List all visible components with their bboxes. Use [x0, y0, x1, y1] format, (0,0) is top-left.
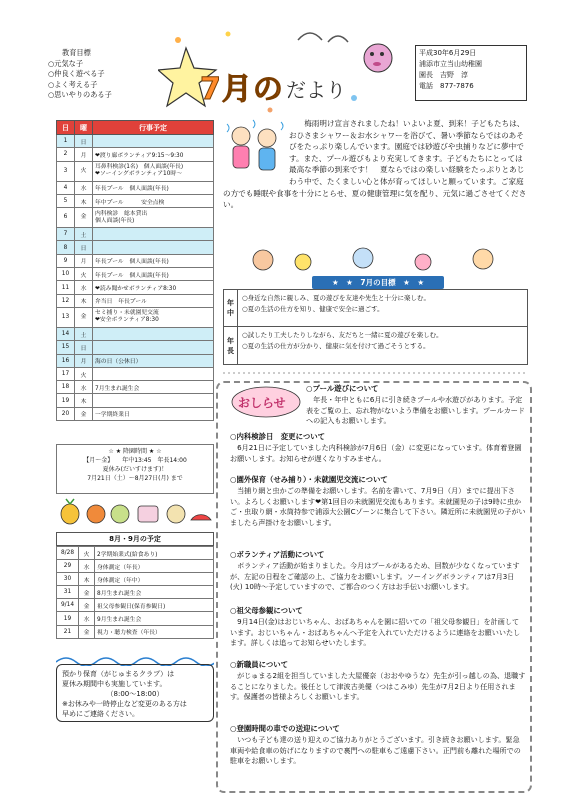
schedule-row: [57, 407, 214, 420]
aug-date: 21: [57, 625, 79, 638]
notice-heading: ○祖父母参観について: [230, 606, 303, 615]
schedule-weekday: 金: [75, 307, 93, 327]
aug-date: 31: [57, 586, 79, 599]
dismissal-title: ☆ ★ 降園時間 ★ ☆: [108, 448, 162, 455]
aug-event: 祖父母参観日(保育参観日): [95, 599, 214, 612]
schedule-event: 年長プール 個人面談(年長): [93, 181, 214, 194]
title-decoration-art: [158, 18, 410, 118]
schedule-day: 5: [57, 194, 75, 207]
notice-body: がじゅまる2組を担当していました大屋優奈（おおやゆうな）先生が引っ越しの為、退職することになりました。後任として津波古美優（つはこみゆ）先生が7月2日より任用されます。保護者の皆様よろしくお願いします。: [230, 670, 526, 702]
schedule-row: [57, 294, 214, 307]
schedule-row: [57, 367, 214, 380]
aug-event: 9月生まれ誕生会: [95, 612, 214, 625]
schedule-weekday: 月: [75, 148, 93, 161]
schedule-day: 3: [57, 161, 75, 181]
schedule-event: 7月生まれ誕生会: [93, 381, 214, 394]
schedule-day: 20: [57, 407, 75, 420]
childcare-line: 早めにご連絡ください。: [62, 710, 139, 718]
schedule-event: 年中プール 安全点検: [93, 194, 214, 207]
nencho-goal: ○試したり工夫したりしながら、友だちと一緒に夏の遊びを楽しむ。: [242, 331, 443, 339]
schedule-day: 1: [57, 135, 75, 148]
schedule-row: [57, 148, 214, 161]
intro-text-wrap: [223, 118, 528, 211]
notice-body: 年長・年中ともに6月に引き続きプールや水遊びがあります。予定表をご覧の上、忘れ物がないよう準備をお願いします。プールカードへの記入もお願いします。: [306, 394, 525, 426]
aug-sep-title: 8月・9月の予定: [56, 532, 214, 546]
schedule-day: 6: [57, 208, 75, 228]
schedule-day: 7: [57, 228, 75, 241]
nencho-goal: ○夏の生活の仕方が分かり、健康に気を付けて過ごそうとする。: [242, 342, 430, 350]
schedule-event: 内科検診 総本貸出 個人面談(年長): [93, 208, 214, 228]
schedule-day: 8: [57, 241, 75, 254]
childcare-line: 預かり保育（がじゅまるクラブ）は: [62, 670, 175, 678]
aug-weekday: 木: [79, 573, 95, 586]
schedule-event: 海の日（公休日）: [93, 354, 214, 367]
schedule-day: 10: [57, 268, 75, 281]
schedule-event: ❤読み聞かせボランティア8:30: [93, 281, 214, 294]
notice-new-staff: [230, 660, 526, 703]
childcare-line: ※お休みや一時停止など変更のある方は: [62, 700, 187, 708]
fruit-decoration: [56, 498, 214, 526]
aug-date: 29: [57, 560, 79, 573]
july-goals-box: [223, 289, 528, 365]
schedule-day: 18: [57, 381, 75, 394]
schedule-day: 15: [57, 341, 75, 354]
phone-number: 電話 877-7876: [419, 82, 474, 90]
notice-grandparents: [230, 606, 526, 649]
schedule-day: 16: [57, 354, 75, 367]
july-schedule-table: [56, 120, 214, 421]
schedule-day: 13: [57, 307, 75, 327]
schedule-weekday: 金: [75, 208, 93, 228]
schedule-weekday: 火: [75, 268, 93, 281]
aug-weekday: 水: [79, 612, 95, 625]
notice-heading: ○園外保育（せみ捕り）・未就園児交流について: [230, 475, 388, 484]
schedule-event: [93, 228, 214, 241]
divider-dots: [223, 368, 528, 378]
aug-event: 視力・聴力検査（年長）: [95, 625, 214, 638]
kids-row-icons: [223, 244, 528, 274]
schedule-event: ❤渡り廊ボランティア9:15〜9:30: [93, 148, 214, 161]
aug-weekday: 金: [79, 625, 95, 638]
july-goals-title: ★ ★ 7月の目標 ★ ★: [312, 276, 444, 289]
aug-sep-table: [56, 546, 214, 639]
schedule-footer: [56, 444, 214, 494]
aug-event: 2学期始業式(給食あり): [95, 547, 214, 560]
schedule-day: 14: [57, 327, 75, 340]
schedule-day: 17: [57, 367, 75, 380]
schedule-event: 年長プール 個人面談(年長): [93, 268, 214, 281]
aug-row: [57, 573, 214, 586]
notice-volunteer: [230, 550, 526, 593]
header-day: 日: [57, 121, 75, 135]
fruit-icons: [56, 498, 214, 526]
schedule-event: 耳鼻科検診(1名) 個人面談(年長) ❤ソーイングボランティア10時〜: [93, 161, 214, 181]
schedule-day: 9: [57, 254, 75, 267]
schedule-row: [57, 381, 214, 394]
aug-row: [57, 625, 214, 638]
schedule-row: [57, 307, 214, 327]
schedule-row: [57, 135, 214, 148]
schedule-row: [57, 161, 214, 181]
schedule-event: [93, 394, 214, 407]
goal-item: ○思いやりのある子: [48, 90, 112, 99]
schedule-day: 4: [57, 181, 75, 194]
notice-heading: ○内科検診日 変更について: [230, 432, 325, 441]
schedule-row: [57, 354, 214, 367]
schedule-weekday: 月: [75, 254, 93, 267]
aug-weekday: 火: [79, 547, 95, 560]
schedule-event: [93, 327, 214, 340]
title-month: 7月の: [200, 72, 284, 107]
schedule-row: [57, 181, 214, 194]
school-name: 浦添市立当山幼稚園: [419, 60, 482, 68]
notice-heading: ○プール遊びについて: [306, 384, 379, 393]
aug-weekday: 金: [79, 599, 95, 612]
header-weekday: 曜: [75, 121, 93, 135]
childcare-line: 夏休み期間中も実施しています。: [62, 680, 167, 688]
schedule-event: 一学期終業日: [93, 407, 214, 420]
notice-body: ボランティア活動が始まりました。今月はプールがあるため、回数が少なくなっていますが、左記の日程をご確認の上、ご協力をお願いします。ソーイングボランティアは7月3日(火) 10時〜予定していますので、ご都合のつく方はお手伝いお願いします。: [230, 560, 520, 592]
aug-event: 身体測定（年中）: [95, 573, 214, 586]
schedule-event: [93, 367, 214, 380]
aug-event: 8月生まれ誕生会: [95, 586, 214, 599]
header-events: 行事予定: [93, 121, 214, 135]
schedule-weekday: 金: [75, 407, 93, 420]
intro-paragraph: 梅雨明け宣言されましたね！いよいよ夏、到来！子どもたちは、おひさまシャワー＆お水シャワーを浴びて、暑い季節ならではのあそびをたっぷり楽しんでいます。園庭では砂遊びや虫捕りなどに夢中です。また、プール遊びもより充実してきます。子どもたちにとっては最高な季節の到来です！ 夏ならではの楽しい経験をたっぷりとあじわう中で、たくましい心と体が育ってほしいと願っています。ご家庭の方でも睡眠や食事を十分にとらせ、夏の健康管理に気を配り、元気に過ごさせてください。: [223, 119, 527, 210]
schedule-weekday: 水: [75, 181, 93, 194]
aug-row: [57, 547, 214, 560]
schedule-event: 弁当日 年長プール: [93, 294, 214, 307]
goal-item: ○よく考える子: [48, 79, 98, 89]
notice-body: 当捕り網と虫かごの準備をお願いします。名前を書いて、7月9日（月）までに提出下さい。よろしくお願いします❤第1回目の未就園児交流もあります。未就園児の子は9時に虫かご・虫取り網・水筒持参で浦添大公園Cゾーンに集合して下さい。隣近所に未就園児の子がいましたら声掛けをお願いします。: [230, 485, 526, 528]
schedule-event: セミ捕り・未就園児交流 ❤安全ボランティア8:30: [93, 307, 214, 327]
aug-row: [57, 586, 214, 599]
summer-break-title: 夏休み(だいすけます)！: [102, 466, 168, 473]
notice-heading: ○登園時間の車での送迎について: [230, 724, 340, 733]
schedule-row: [57, 327, 214, 340]
aug-row: [57, 599, 214, 612]
title-word: だより: [286, 78, 346, 102]
notice-body: いつも子ども達の送り迎えのご協力ありがとうございます。引き続きお願いします。緊急車両や給食車の妨げになりますので裏門への駐車もご遠慮下さい。正門前も離れた場所での駐車をお願いします。: [230, 734, 521, 766]
schedule-day: 11: [57, 281, 75, 294]
oshirase-badge: [230, 385, 302, 419]
schedule-row: [57, 194, 214, 207]
principal-name: 園長 吉野 淳: [419, 71, 468, 79]
schedule-weekday: 土: [75, 327, 93, 340]
notice-body: 9月14日(金)はおじいちゃん、おばあちゃんを園に招いての「祖父母参観日」を計画しています。おじいちゃん・おばあちゃんへ予定を入れていただけるように連絡をお願いいたします。詳しくは追ってお知らせいたします。: [230, 616, 521, 648]
label-nencho: 年長: [224, 327, 238, 364]
notice-heading: ○ボランティア活動について: [230, 550, 325, 559]
goals-nenchu-row: [224, 290, 527, 327]
schedule-weekday: 火: [75, 367, 93, 380]
aug-date: 19: [57, 612, 79, 625]
notice-body: 6月21日に予定していました内科検診が7月6日（金）に変更になっています。体育着登園お願いします。お知らせが遅くなりすみません。: [230, 442, 522, 463]
nenchu-goal: ○夏の生活の仕方を知り、健康で安全に過ごす。: [242, 305, 384, 313]
schedule-weekday: 木: [75, 294, 93, 307]
aug-weekday: 水: [79, 560, 95, 573]
schedule-row: [57, 341, 214, 354]
summer-break-dates: 7月21日（土）〜8月27日(月) まで: [87, 475, 183, 482]
notice-semi: [230, 475, 526, 529]
education-goals: [48, 48, 160, 108]
schedule-weekday: 日: [75, 135, 93, 148]
schedule-day: 19: [57, 394, 75, 407]
notice-naika: [230, 432, 526, 464]
issue-date: 平成30年6月29日: [419, 49, 477, 57]
schedule-weekday: 木: [75, 194, 93, 207]
schedule-weekday: 水: [75, 281, 93, 294]
goal-item: ○仲良く遊べる子: [48, 69, 105, 78]
schedule-event: 年長プール 個人面談(年長): [93, 254, 214, 267]
aug-date: 30: [57, 573, 79, 586]
schedule-row: [57, 268, 214, 281]
notice-pool: [306, 384, 526, 427]
aug-date: 9/14: [57, 599, 79, 612]
notice-car-pickup: [230, 724, 526, 767]
oshirase-label: おしらせ: [238, 396, 286, 410]
aug-weekday: 金: [79, 586, 95, 599]
schedule-row: [57, 281, 214, 294]
schedule-event: [93, 135, 214, 148]
schedule-header-row: [57, 121, 214, 135]
schedule-row: [57, 208, 214, 228]
aug-date: 8/28: [57, 547, 79, 560]
nenchu-goal: ○身近な自然に親しみ、夏の遊びを友達や先生と十分に楽しむ。: [242, 294, 431, 302]
schedule-row: [57, 228, 214, 241]
school-info-box: [415, 45, 527, 101]
schedule-event: [93, 341, 214, 354]
childcare-hours: （8:00〜18:00）: [106, 690, 164, 698]
childcare-notice: [56, 664, 214, 722]
schedule-weekday: 水: [75, 381, 93, 394]
goals-nencho-row: [224, 327, 527, 364]
aug-row: [57, 612, 214, 625]
schedule-row: [57, 254, 214, 267]
newsletter-title: [158, 18, 410, 118]
schedule-weekday: 月: [75, 354, 93, 367]
schedule-weekday: 土: [75, 228, 93, 241]
schedule-row: [57, 394, 214, 407]
aug-event: 身体測定（年長）: [95, 560, 214, 573]
schedule-event: [93, 241, 214, 254]
aug-row: [57, 560, 214, 573]
dismissal-times: 【月〜金】 年中13:45 年長14:00: [83, 457, 187, 464]
schedule-weekday: 木: [75, 394, 93, 407]
dotted-divider: [223, 368, 528, 378]
schedule-weekday: 火: [75, 161, 93, 181]
label-nenchu: 年中: [224, 290, 238, 326]
notice-heading: ○新職員について: [230, 660, 289, 669]
kids-row-decoration: [223, 244, 528, 274]
goal-item: ○元気な子: [48, 58, 84, 68]
schedule-day: 2: [57, 148, 75, 161]
goals-heading: 教育目標: [62, 48, 91, 57]
schedule-weekday: 日: [75, 241, 93, 254]
schedule-weekday: 日: [75, 341, 93, 354]
schedule-row: [57, 241, 214, 254]
schedule-day: 12: [57, 294, 75, 307]
